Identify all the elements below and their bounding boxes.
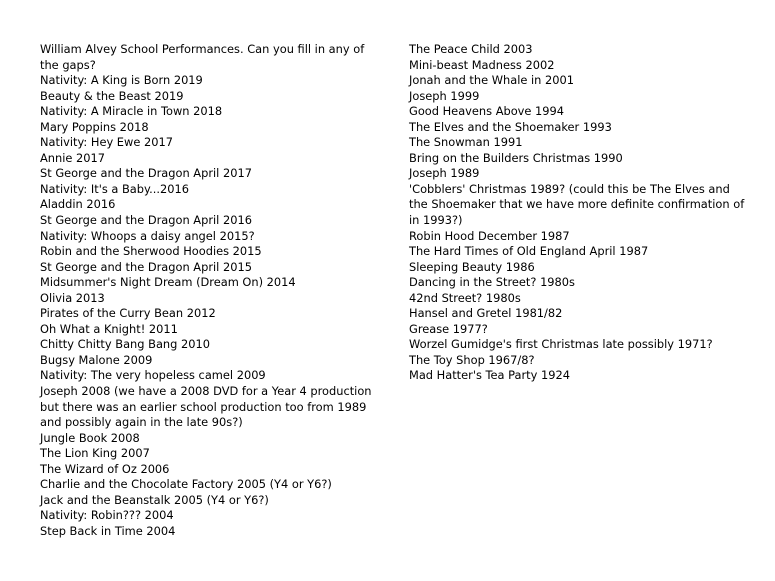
list-item: Robin and the Sherwood Hoodies 2015 [40, 244, 262, 259]
right-column-list [409, 42, 749, 384]
list-item: Nativity: The very hopeless camel 2009 [40, 368, 266, 383]
list-item: Nativity: It's a Baby...2016 [40, 181, 189, 196]
list-item: Nativity: A King is Born 2019 [40, 73, 203, 88]
list-item: Grease 1977? [409, 321, 488, 336]
left-column-list [40, 42, 380, 540]
list-item: Mary Poppins 2018 [40, 119, 149, 134]
list-item: Chitty Chitty Bang Bang 2010 [40, 337, 210, 352]
list-item: The Wizard of Oz 2006 [40, 461, 170, 476]
list-item: Jack and the Beanstalk 2005 (Y4 or Y6?) [40, 492, 269, 507]
list-item: Oh What a Knight! 2011 [40, 321, 178, 336]
list-item: Good Heavens Above 1994 [409, 104, 565, 119]
list-item: Nativity: Whoops a daisy angel 2015? [40, 228, 255, 243]
list-item: Bugsy Malone 2009 [40, 352, 153, 367]
list-item: The Hard Times of Old England April 1987 [409, 244, 649, 259]
list-item: Nativity: Robin??? 2004 [40, 508, 174, 523]
list-item: The Lion King 2007 [40, 446, 150, 461]
list-item: 'Cobblers' Christmas 1989? (could this be The Elves and the Shoemaker that we have more definite confirmation of in 1993?) [409, 181, 745, 228]
list-item: Bring on the Builders Christmas 1990 [409, 150, 623, 165]
list-item: Step Back in Time 2004 [40, 523, 176, 538]
list-item: Jonah and the Whale in 2001 [409, 73, 574, 88]
list-item: Mini-beast Madness 2002 [409, 57, 555, 72]
list-item: Nativity: A Miracle in Town 2018 [40, 104, 223, 119]
list-item: Aladdin 2016 [40, 197, 116, 212]
list-item: Pirates of the Curry Bean 2012 [40, 306, 216, 321]
list-item: William Alvey School Performances. Can you fill in any of the gaps? [40, 42, 365, 72]
list-item: The Toy Shop 1967/8? [409, 352, 535, 367]
list-item: Joseph 2008 (we have a 2008 DVD for a Year 4 production but there was an earlier school production too from 1989 and possibly again in the late 90s?) [40, 384, 372, 430]
list-item: The Snowman 1991 [409, 135, 523, 150]
list-item: Mad Hatter's Tea Party 1924 [409, 368, 570, 383]
list-item: Joseph 1989 [409, 166, 480, 181]
list-item: St George and the Dragon April 2015 [40, 259, 252, 274]
list-item: Sleeping Beauty 1986 [409, 259, 535, 274]
list-item: Joseph 1999 [409, 88, 480, 103]
list-item: Beauty & the Beast 2019 [40, 88, 184, 103]
list-item: Olivia 2013 [40, 290, 105, 305]
list-item: St George and the Dragon April 2016 [40, 213, 252, 228]
list-item: Worzel Gumidge's first Christmas late possibly 1971? [409, 337, 713, 352]
list-item: Robin Hood December 1987 [409, 228, 570, 243]
list-item: Charlie and the Chocolate Factory 2005 (Y4 or Y6?) [40, 477, 332, 492]
list-item: 42nd Street? 1980s [409, 290, 521, 305]
list-item: Hansel and Gretel 1981/82 [409, 306, 563, 321]
list-item: Midsummer's Night Dream (Dream On) 2014 [40, 275, 296, 290]
list-item: The Elves and the Shoemaker 1993 [409, 119, 612, 134]
list-item: Annie 2017 [40, 150, 106, 165]
list-item: Jungle Book 2008 [40, 430, 140, 445]
list-item: Nativity: Hey Ewe 2017 [40, 135, 173, 150]
list-item: Dancing in the Street? 1980s [409, 275, 575, 290]
list-item: The Peace Child 2003 [409, 42, 533, 56]
list-item: St George and the Dragon April 2017 [40, 166, 252, 181]
